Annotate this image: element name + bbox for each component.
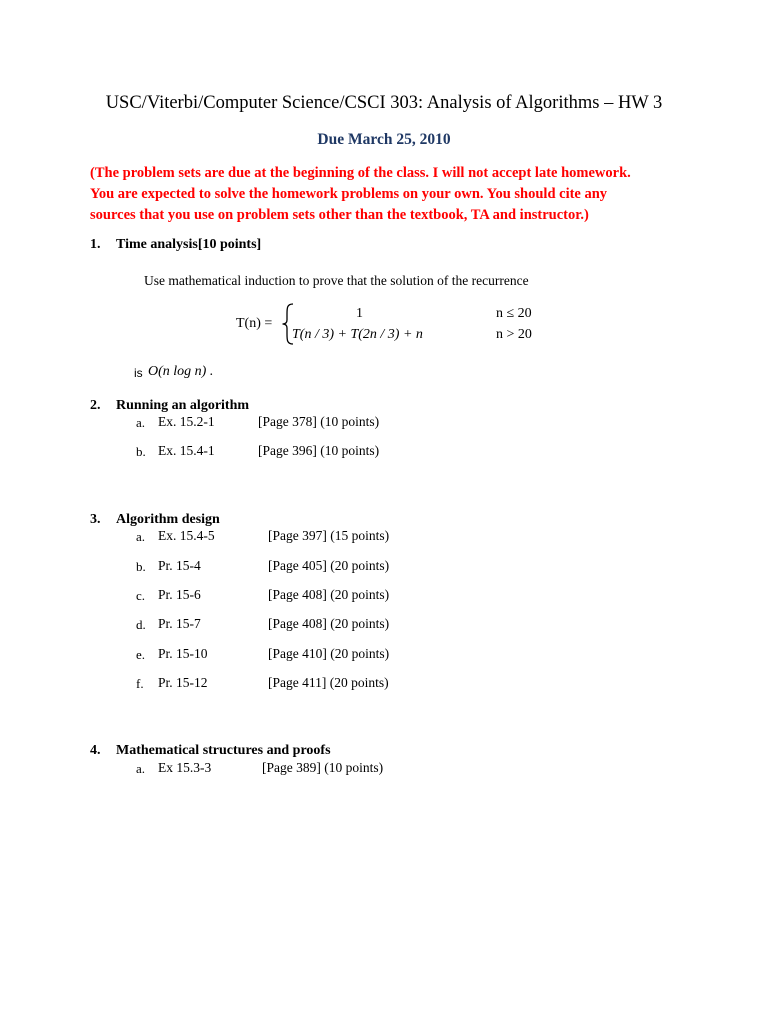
exercise-ref: Ex. 15.4-5 <box>158 528 215 543</box>
page-points: [Page 397] (15 points) <box>268 528 390 543</box>
exercise-ref: Pr. 15-10 <box>158 646 208 661</box>
item-letter: d. <box>136 617 146 632</box>
case-2-expression: T(n / 3) + T(2n / 3) + n <box>292 327 423 342</box>
item-letter: c. <box>136 588 146 603</box>
section-4-number: 4. <box>90 743 101 758</box>
page-points: [Page 405] (20 points) <box>268 558 390 573</box>
late-policy-notice <box>90 163 631 226</box>
due-date: Due March 25, 2010 <box>317 131 451 148</box>
case-1-expression: 1 <box>356 306 363 321</box>
exercise-ref: Pr. 15-4 <box>158 558 201 573</box>
exercise-ref: Ex 15.3-3 <box>158 760 212 775</box>
case-2-condition: n > 20 <box>496 327 532 342</box>
page-points: [Page 410] (20 points) <box>268 646 390 661</box>
item-letter: b. <box>136 559 146 574</box>
page-points: [Page 408] (20 points) <box>268 616 390 631</box>
page-points: [Page 408] (20 points) <box>268 587 390 602</box>
section-4-title: Mathematical structures and proofs <box>116 743 331 758</box>
section-1-number: 1. <box>90 237 101 252</box>
exercise-ref: Ex. 15.2-1 <box>158 414 215 429</box>
item-letter: a. <box>136 415 146 430</box>
exercise-ref: Pr. 15-6 <box>158 587 201 602</box>
section-1-title: Time analysis[10 points] <box>116 237 262 252</box>
complexity-bound: O(n log n) . <box>148 364 214 379</box>
section-2-number: 2. <box>90 398 101 413</box>
item-letter: b. <box>136 444 146 459</box>
notice-line: You are expected to solve the homework problems on your own. You should cite any <box>90 186 608 202</box>
page-title: USC/Viterbi/Computer Science/CSCI 303: Analysis of Algorithms – HW 3 <box>105 93 663 113</box>
page-points: [Page 378] (10 points) <box>258 414 380 429</box>
recurrence-intro: Use mathematical induction to prove that the solution of the recurrence <box>144 273 529 288</box>
section-3-number: 3. <box>90 512 101 527</box>
notice-line: (The problem sets are due at the beginning of the class. I will not accept late homework. <box>90 165 631 181</box>
page-points: [Page 396] (10 points) <box>258 443 380 458</box>
is-label: is <box>134 366 143 380</box>
case-1-condition: n ≤ 20 <box>496 306 532 321</box>
item-letter: a. <box>136 761 146 776</box>
exercise-ref: Pr. 15-7 <box>158 616 201 631</box>
page-points: [Page 389] (10 points) <box>262 760 384 775</box>
item-letter: f. <box>136 676 144 691</box>
exercise-ref: Pr. 15-12 <box>158 675 208 690</box>
page-points: [Page 411] (20 points) <box>268 675 389 690</box>
notice-line: sources that you use on problem sets other than the textbook, TA and instructor.) <box>90 207 589 223</box>
item-letter: a. <box>136 529 146 544</box>
section-3-title: Algorithm design <box>116 512 220 527</box>
item-letter: e. <box>136 647 146 662</box>
recurrence-lhs: T(n) = <box>236 316 273 331</box>
exercise-ref: Ex. 15.4-1 <box>158 443 215 458</box>
section-2-title: Running an algorithm <box>116 398 250 413</box>
